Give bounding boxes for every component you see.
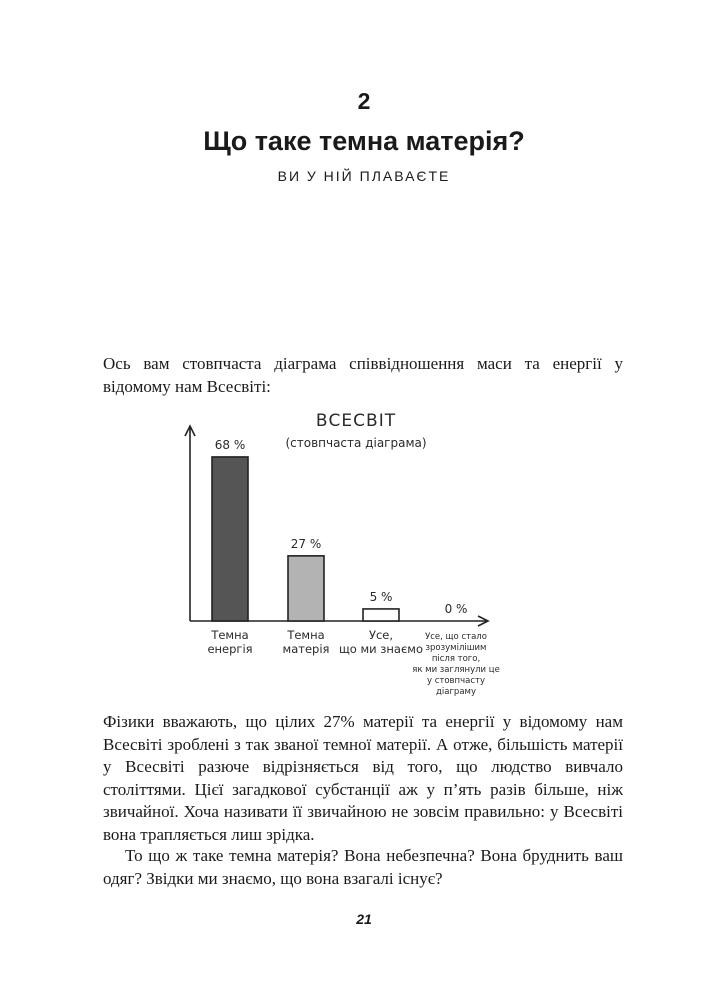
chart-title: ВСЕСВІТ (315, 411, 397, 431)
bar-0 (212, 457, 248, 621)
category-label-3: Усе, що стало зрозумілішим після того, як ми заглянули це у стовпчасту діаграму (412, 632, 500, 697)
y-axis (185, 426, 195, 621)
bar-chart (176, 408, 516, 708)
chart-subtitle: (стовпчаста діаграма) (285, 436, 427, 450)
chapter-number: 2 (357, 88, 371, 114)
intro-paragraph: Ось вам стовпчаста діаграма співвідношення маси та енергії у відомому нам Всесвіті: (103, 354, 623, 396)
body-paragraph-1: Фізики вважають, що цілих 27% матерії та енергії у відомому нам Всесвіті зроблені з так званої темної матерії. А отже, більшість матерії у Всесвіті разюче відрізняється від того, що людство вивчало століттями. Цієї загадкової субстанції аж у п’ять разів більше, ніж звичайної. Хоча називати її звичайною не зовсім правильно: у Всесвіті вона трапляється лиш зрідка. (103, 712, 623, 844)
chapter-title: Що таке темна матерія? (203, 126, 525, 156)
body-paragraph-2: То що ж таке темна матерія? Вона небезпечна? Вона бруднить ваш одяг? Звідки ми знаємо, що вона взагалі існує? (103, 846, 623, 888)
bar-1 (288, 556, 324, 621)
chapter-subtitle: ВИ У НІЙ ПЛАВАЄТЕ (277, 168, 451, 184)
category-label-1: Темна матерія (282, 628, 330, 656)
page-number: 21 (356, 911, 372, 927)
value-label-2: 5 % (369, 589, 393, 604)
category-label-0: Темна енергія (207, 628, 253, 656)
value-label-1: 27 % (290, 536, 322, 551)
value-label-0: 68 % (214, 437, 246, 452)
category-label-2: Усе, що ми знаємо (338, 628, 424, 656)
value-label-3: 0 % (444, 602, 468, 616)
bar-2 (363, 609, 399, 621)
